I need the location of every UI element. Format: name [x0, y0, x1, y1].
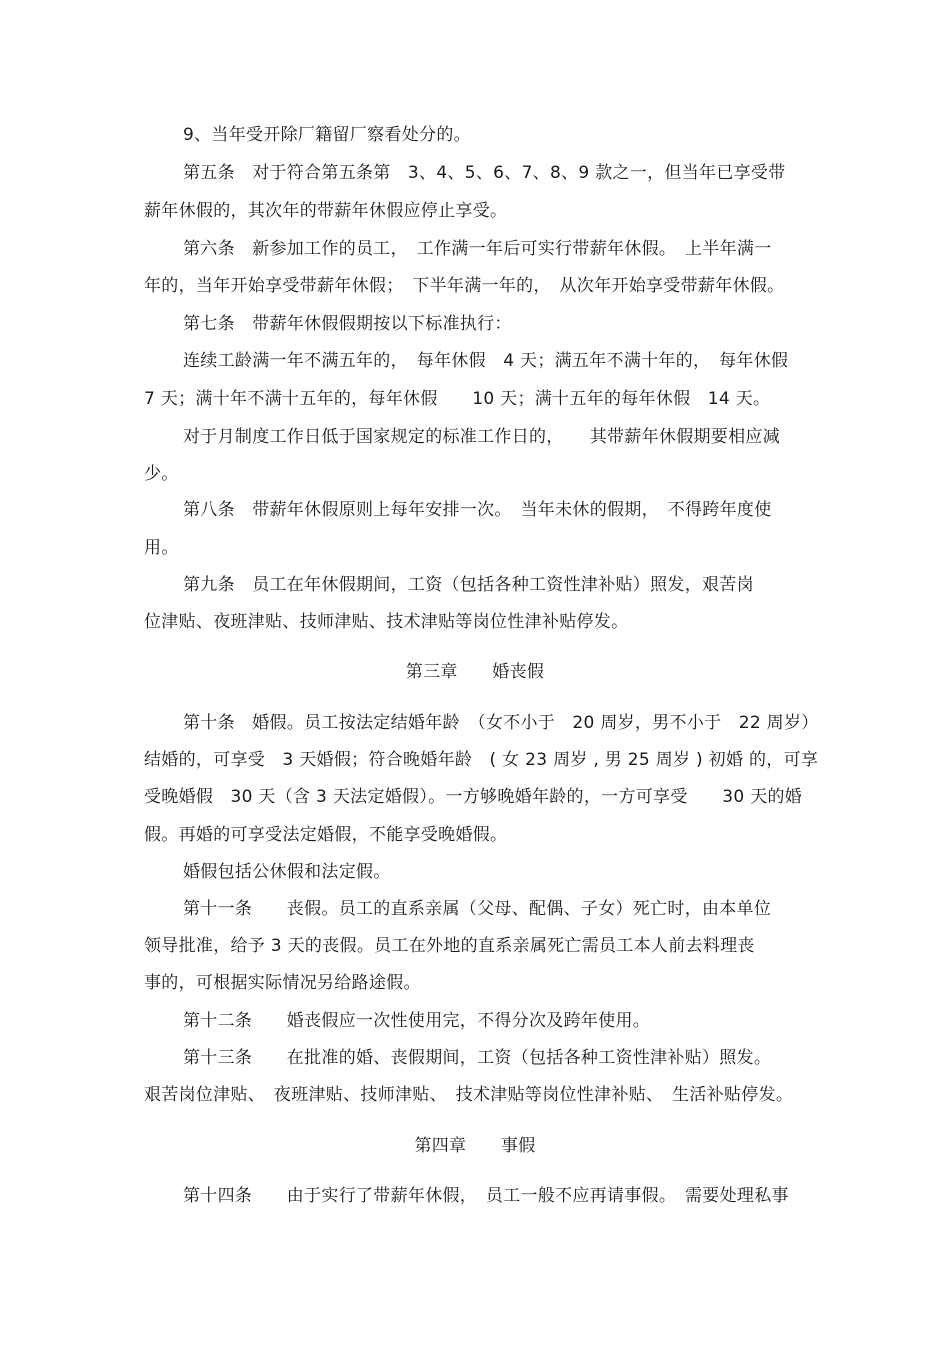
- text-line: 第五条 对于符合第五条第 3、4、5、6、7、8、9 款之一，但当年已享受带: [183, 163, 786, 183]
- text-line: 第七条 带薪年休假假期按以下标准执行：: [183, 314, 512, 334]
- text-line: 第十四条 由于实行了带薪年休假， 员工一般不应再请事假。 需要处理私事: [183, 1186, 789, 1206]
- text-line: 第十三条 在批准的婚、丧假期间，工资（包括各种工资性津补贴）照发。: [183, 1048, 772, 1068]
- text-line: 受晚婚假 30 天（含 3 天法定婚假）。一方够晚婚年龄的，一方可享受 30 天的婚: [144, 787, 803, 807]
- text-line: 领导批准，给予 3 天的丧假。员工在外地的直系亲属死亡需员工本人前去料理丧: [144, 936, 755, 956]
- text-line: 第十条 婚假。员工按法定结婚年龄 （女不小于 20 周岁，男不小于 22 周岁）: [183, 713, 819, 733]
- text-line: 9、当年受开除厂籍留厂察看处分的。: [183, 125, 471, 145]
- text-line: 薪年休假的，其次年的带薪年休假应停止享受。: [144, 201, 508, 221]
- text-line: 第十一条 丧假。员工的直系亲属（父母、配偶、子女）死亡时，由本单位: [183, 899, 772, 919]
- chapter-heading: 第三章 婚丧假: [405, 662, 545, 682]
- text-line: 位津贴、夜班津贴、技师津贴、技术津贴等岗位性津补贴停发。: [144, 612, 629, 632]
- text-line: 婚假包括公休假和法定假。: [183, 862, 391, 882]
- text-line: 7 天；满十年不满十五年的，每年休假 10 天；满十五年的每年休假 14 天。: [144, 389, 771, 409]
- text-line: 事的，可根据实际情况另给路途假。: [144, 973, 421, 993]
- text-line: 对于月制度工作日低于国家规定的标准工作日的， 其带薪年休假期要相应减: [183, 427, 780, 447]
- chapter-heading: 第四章 事假: [414, 1136, 536, 1156]
- text-line: 第九条 员工在年休假期间，工资（包括各种工资性津补贴）照发，艰苦岗: [183, 575, 754, 595]
- text-line: 第十二条 婚丧假应一次性使用完，不得分次及跨年使用。: [183, 1011, 651, 1031]
- text-line: 第六条 新参加工作的员工， 工作满一年后可实行带薪年休假。 上半年满一: [183, 239, 772, 259]
- text-line: 结婚的，可享受 3 天婚假；符合晚婚年龄 ( 女 23 周岁 , 男 25 周岁 ) 初婚 的，可享: [144, 750, 819, 770]
- text-line: 假。再婚的可享受法定婚假，不能享受晚婚假。: [144, 825, 508, 845]
- text-line: 连续工龄满一年不满五年的， 每年休假 4 天；满五年不满十年的， 每年休假: [183, 351, 789, 371]
- text-line: 用。: [144, 538, 179, 558]
- text-line: 第八条 带薪年休假原则上每年安排一次。 当年未休的假期， 不得跨年度使: [183, 500, 772, 520]
- text-line: 艰苦岗位津贴、 夜班津贴、技师津贴、 技术津贴等岗位性津补贴、 生活补贴停发。: [144, 1085, 794, 1105]
- text-line: 年的，当年开始享受带薪年休假； 下半年满一年的， 从次年开始享受带薪年休假。: [144, 276, 785, 296]
- text-line: 少。: [144, 464, 179, 484]
